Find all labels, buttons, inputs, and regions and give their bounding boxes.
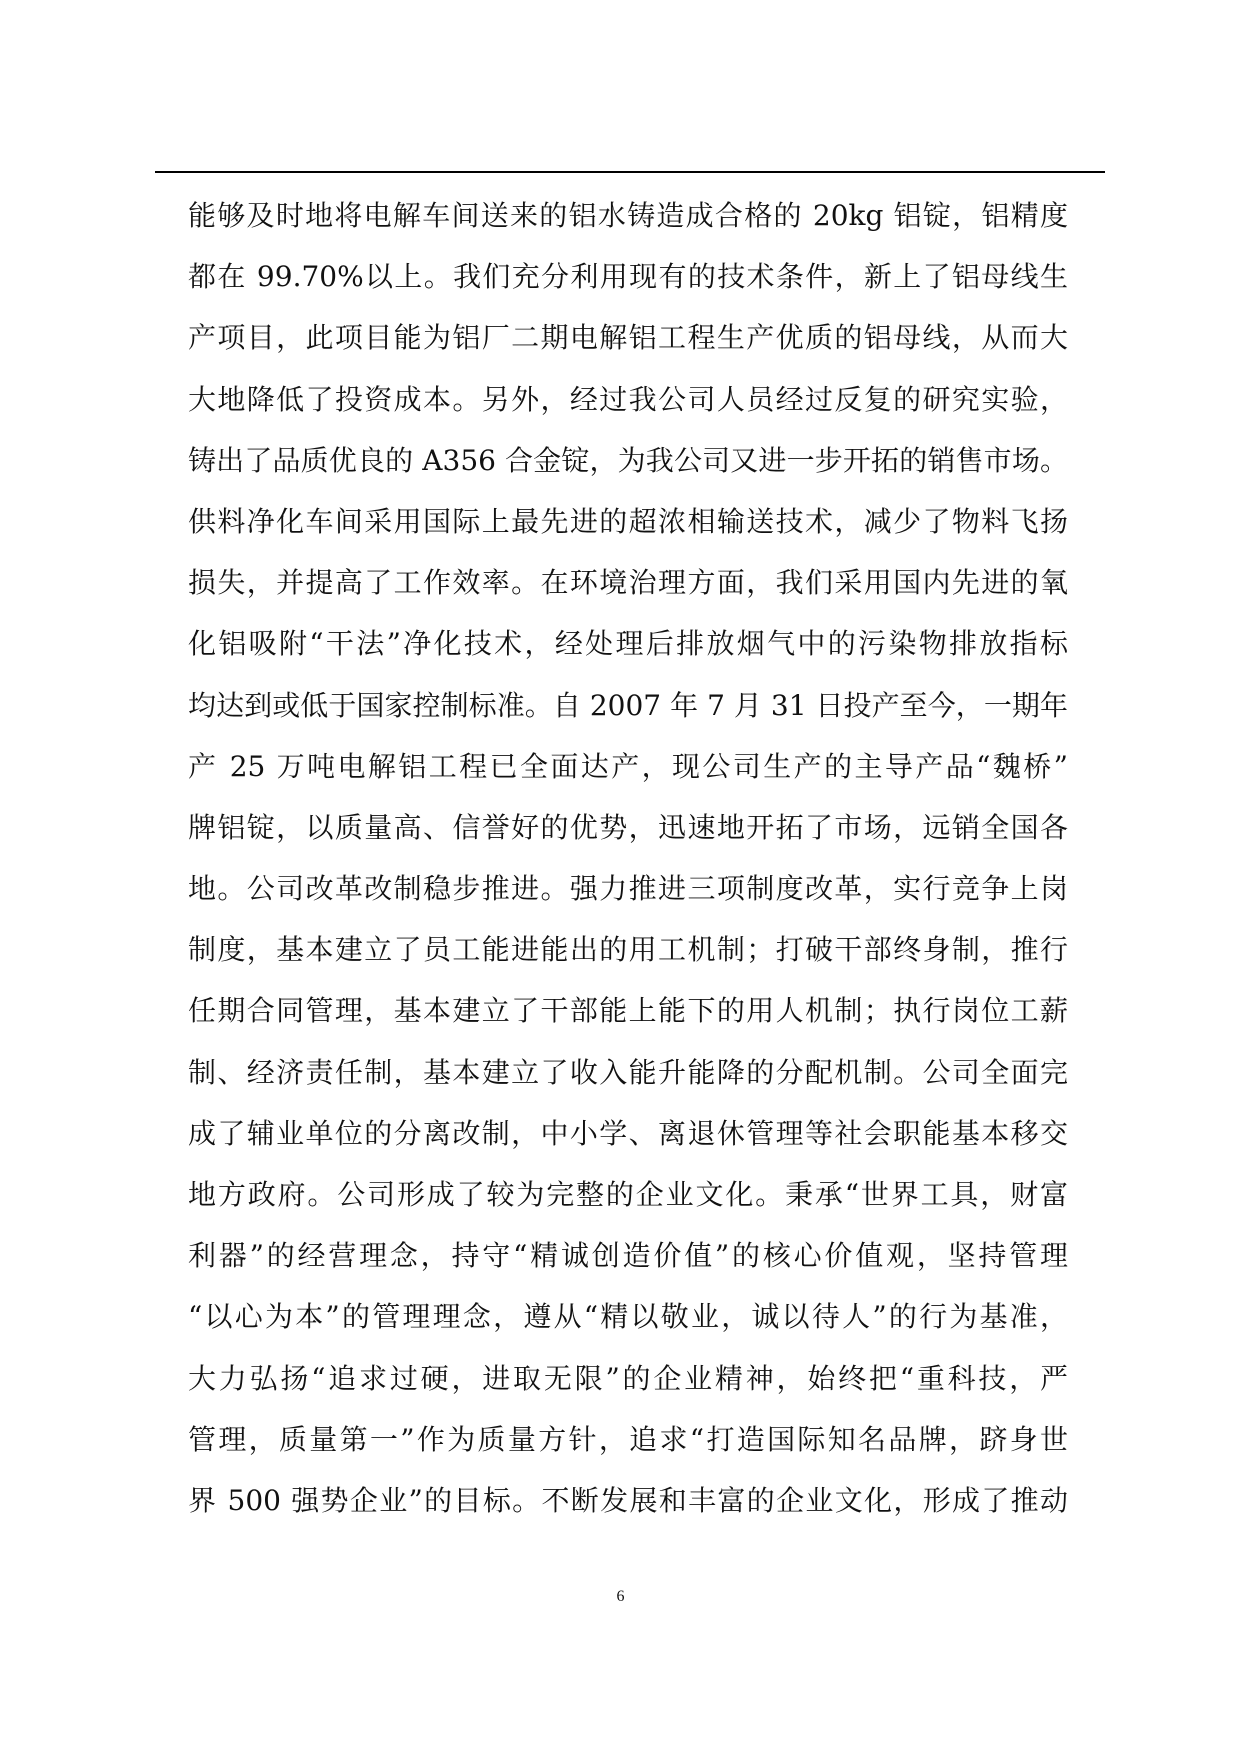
text-line: 制度，基本建立了员工能进能出的用工机制；打破干部终身制，推行 bbox=[188, 933, 1068, 967]
text-line: 能够及时地将电解车间送来的铝水铸造成合格的 20kg 铝锭，铝精度 bbox=[188, 199, 1068, 232]
text-line: 大地降低了投资成本。另外，经过我公司人员经过反复的研究实验， bbox=[188, 382, 1068, 416]
text-line: 任期合同管理，基本建立了干部能上能下的用人机制；执行岗位工薪 bbox=[188, 994, 1068, 1028]
text-line: 利器”的经营理念，持守“精诚创造价值”的核心价值观，坚持管理 bbox=[188, 1239, 1068, 1273]
text-line: 大力弘扬“追求过硬，进取无限”的企业精神，始终把“重科技，严 bbox=[188, 1361, 1068, 1395]
text-line: 产项目，此项目能为铝厂二期电解铝工程生产优质的铝母线，从而大 bbox=[188, 321, 1068, 355]
body-text bbox=[188, 185, 1068, 1531]
text-line: 损失，并提高了工作效率。在环境治理方面，我们采用国内先进的氧 bbox=[188, 566, 1068, 600]
page-number: 6 bbox=[616, 1588, 625, 1605]
text-line: 都在 99.70%以上。我们充分利用现有的技术条件，新上了铝母线生 bbox=[188, 260, 1068, 294]
text-line: 牌铝锭，以质量高、信誉好的优势，迅速地开拓了市场，远销全国各 bbox=[188, 810, 1068, 844]
text-line: 界 500 强势企业”的目标。不断发展和丰富的企业文化，形成了推动 bbox=[188, 1483, 1068, 1517]
text-line: 化铝吸附“干法”净化技术，经处理后排放烟气中的污染物排放指标 bbox=[188, 627, 1068, 661]
text-line: 成了辅业单位的分离改制，中小学、离退休管理等社会职能基本移交 bbox=[188, 1116, 1068, 1150]
text-line: 铸出了品质优良的 A356 合金锭，为我公司又进一步开拓的销售市场。 bbox=[188, 443, 1068, 477]
text-line: 制、经济责任制，基本建立了收入能升能降的分配机制。公司全面完 bbox=[188, 1055, 1068, 1089]
text-line: 产 25 万吨电解铝工程已全面达产，现公司生产的主导产品“魏桥” bbox=[188, 749, 1068, 783]
text-line: 均达到或低于国家控制标准。自 2007 年 7 月 31 日投产至今，一期年 bbox=[188, 688, 1068, 722]
text-line: 地方政府。公司形成了较为完整的企业文化。秉承“世界工具，财富 bbox=[188, 1178, 1068, 1211]
text-line: 管理，质量第一”作为质量方针，追求“打造国际知名品牌，跻身世 bbox=[188, 1422, 1068, 1456]
header-rule bbox=[155, 171, 1105, 173]
text-line: 供料净化车间采用国际上最先进的超浓相输送技术，减少了物料飞扬 bbox=[188, 504, 1068, 538]
text-line: “以心为本”的管理理念，遵从“精以敬业，诚以待人”的行为基准， bbox=[188, 1300, 1068, 1334]
text-line: 地。公司改革改制稳步推进。强力推进三项制度改革，实行竞争上岗 bbox=[188, 872, 1068, 906]
